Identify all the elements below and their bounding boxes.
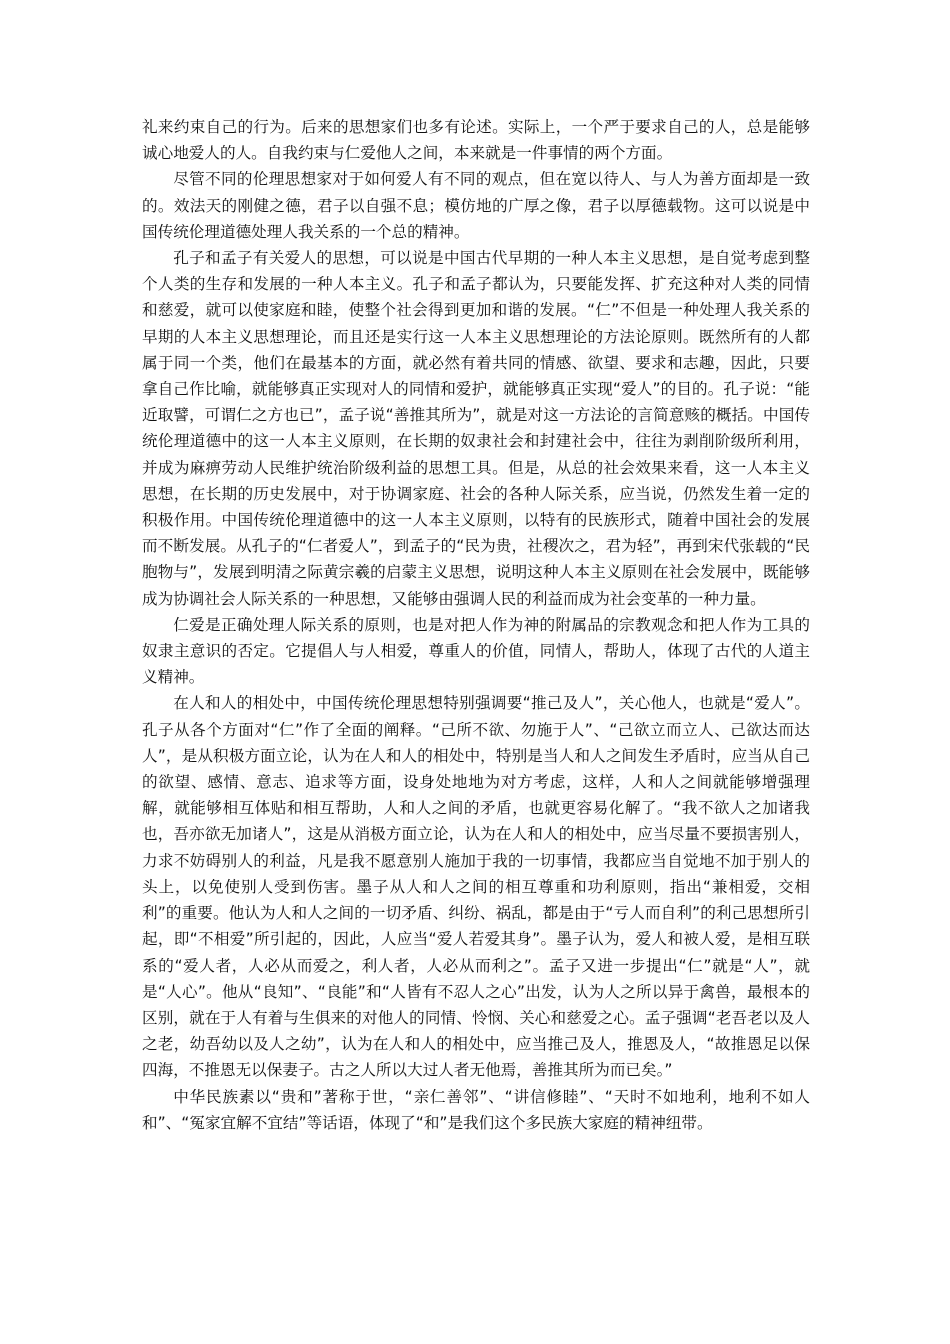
paragraph-5: 在人和人的相处中，中国传统伦理思想特别强调要“推己及人”，关心他人，也就是“爱人”。孔子从各个方面对“仁”作了全面的阐释。“己所不欲、勿施于人”、“己欲立而立人、己欲达而达人”，是从积极方面立论，认为在人和人的相处中，特别是当人和人之间发生矛盾时，应当从自己的欲望、感情、意志、追求等方面，设身处地地为对方考虑，这样，人和人之间就能够增强理解，就能够相互体贴和相互帮助，人和人之间的矛盾，也就更容易化解了。“我不欲人之加诸我也，吾亦欲无加诸人”，这是从消极方面立论，认为在人和人的相处中，应当尽量不要损害别人，力求不妨碍别人的利益，凡是我不愿意别人施加于我的一切事情，我都应当自觉地不加于别人的头上，以免使别人受到伤害。墨子从人和人之间的相互尊重和功利原则，指出“兼相爱，交相利”的重要。他认为人和人之间的一切矛盾、纠纷、祸乱，都是由于“亏人而自利”的利己思想所引起，即“不相爱”所引起的，因此，人应当“爱人若爱其身”。墨子认为，爱人和被人爱，是相互联系的“爱人者，人必从而爱之，利人者，人必从而利之”。孟子又进一步提出“仁”就是“人”，就是“人心”。他从“良知”、“良能”和“人皆有不忍人之心”出发，认为人之所以异于禽兽，最根本的区别，就在于人有着与生俱来的对他人的同情、怜悯、关心和慈爱之心。孟子强调“老吾老以及人之老，幼吾幼以及人之幼”，认为在人和人的相处中，应当推己及人，推恩及人，“故推恩足以保四海，不推恩无以保妻子。古之人所以大过人者无他焉，善推其所为而已矣。” [142,694,810,1080]
document-page [142,114,810,1136]
paragraph-2: 尽管不同的伦理思想家对于如何爱人有不同的观点，但在宽以待人、与人为善方面却是一致的。效法天的刚健之德，君子以自强不息；模仿地的广厚之像，君子以厚德载物。这可以说是中国传统伦理道德处理人我关系的一个总的精神。 [142,170,810,241]
paragraph-1: 礼来约束自己的行为。后来的思想家们也多有论述。实际上，一个严于要求自己的人，总是能够诚心地爱人的人。自我约束与仁爱他人之间，本来就是一件事情的两个方面。 [142,118,810,163]
paragraph-6: 中华民族素以“贵和”著称于世，“亲仁善邻”、“讲信修睦”、“天时不如地利，地利不如人和”、“冤家宜解不宜结”等话语，体现了“和”是我们这个多民族大家庭的精神纽带。 [142,1087,810,1132]
paragraph-4: 仁爱是正确处理人际关系的原则，也是对把人作为神的附属品的宗教观念和把人作为工具的奴隶主意识的否定。它提倡人与人相爱，尊重人的价值，同情人，帮助人，体现了古代的人道主义精神。 [142,615,810,687]
paragraph-3: 孔子和孟子有关爱人的思想，可以说是中国古代早期的一种人本主义思想，是自觉考虑到整个人类的生存和发展的一种人本主义。孔子和孟子都认为，只要能发挥、扩充这种对人类的同情和慈爱，就可以使家庭和睦，使整个社会得到更加和谐的发展。“仁”不但是一种处理人我关系的早期的人本主义思想理论，而且还是实行这一人本主义思想理论的方法论原则。既然所有的人都属于同一个类，他们在最基本的方面，就必然有着共同的情感、欲望、要求和志趣，因此，只要拿自己作比喻，就能够真正实现对人的同情和爱护，就能够真正实现“爱人”的目的。孔子说：“能近取譬，可谓仁之方也已”，孟子说“善推其所为”，就是对这一方法论的言简意赅的概括。中国传统伦理道德中的这一人本主义原则，在长期的奴隶社会和封建社会中，往往为剥削阶级所利用，并成为麻痹劳动人民维护统治阶级利益的思想工具。但是，从总的社会效果来看，这一人本主义思想，在长期的历史发展中，对于协调家庭、社会的各种人际关系，应当说，仍然发生着一定的积极作用。中国传统伦理道德中的这一人本主义原则，以特有的民族形式，随着中国社会的发展而不断发展。从孔子的“仁者爱人”，到孟子的“民为贵，社稷次之，君为轻”，再到宋代张载的“民胞物与”，发展到明清之际黄宗羲的启蒙主义思想，说明这种人本主义原则在社会发展中，既能够成为协调社会人际关系的一种思想，又能够由强调人民的利益而成为社会变革的一种力量。 [142,249,810,608]
